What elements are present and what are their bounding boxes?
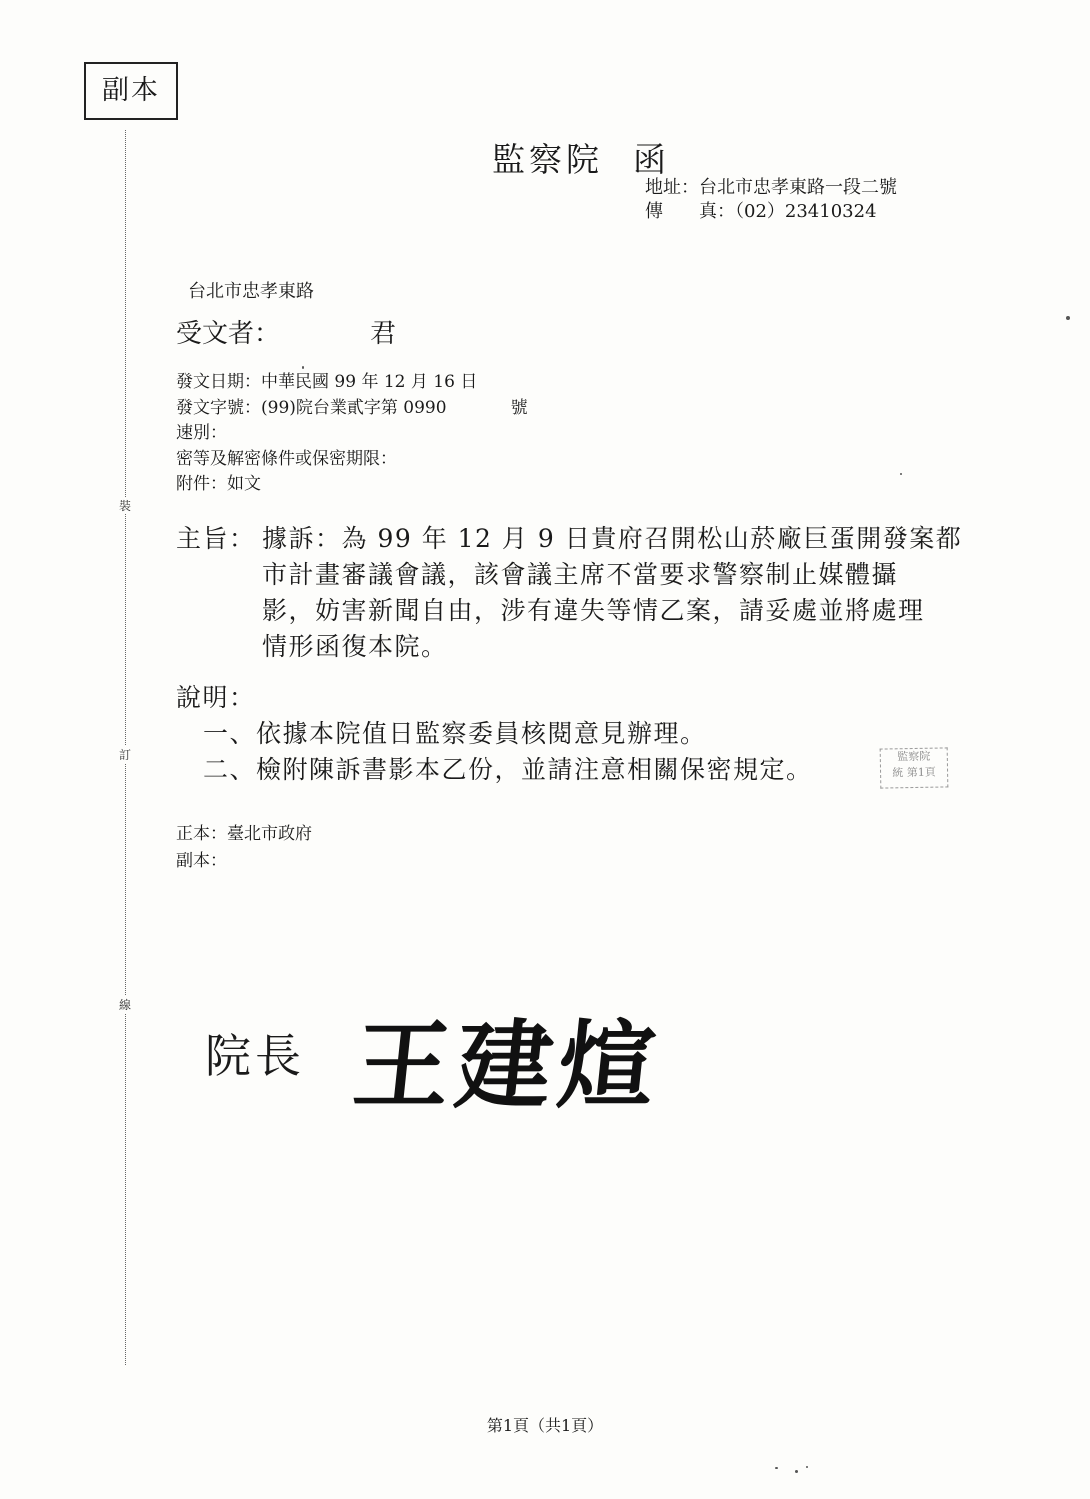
recipient-address: 台北市忠孝東路 xyxy=(188,281,314,302)
sender-fax-row xyxy=(645,200,897,224)
subject-line: 據訴：為 99 年 12 月 9 日貴府召開松山菸廠巨蛋開發案都 xyxy=(262,524,963,553)
fax-label: 傳 真： xyxy=(645,201,735,222)
explanation-section xyxy=(176,680,813,788)
document-title xyxy=(492,134,670,181)
doc-number: 發文字號：(99)院台業貳字第 0990 xyxy=(176,397,447,418)
explanation-item: 一、依據本院值日監察委員核閱意見辦理。 xyxy=(203,719,707,748)
scan-speck xyxy=(775,1467,778,1469)
document-type: 函 xyxy=(633,140,670,179)
attachment: 附件：如文 xyxy=(176,474,261,494)
recipient-line xyxy=(176,313,396,350)
doc-number-suffix: 號 xyxy=(510,397,528,418)
doc-number-row xyxy=(176,396,528,422)
agency-name: 監察院 xyxy=(492,140,603,179)
signatory-name: 王建煊 xyxy=(348,1010,667,1122)
scan-speck xyxy=(806,1466,808,1468)
scan-speck xyxy=(900,473,902,475)
sender-fax: （02）23410324 xyxy=(735,201,877,222)
scan-speck xyxy=(1066,316,1070,320)
binding-mark: 裝 xyxy=(116,497,134,514)
original-recipient: 正本：臺北市政府 xyxy=(176,824,312,844)
scan-speck xyxy=(795,1470,798,1473)
explanation-label: 說明： xyxy=(176,683,256,712)
stamp-line: 統 第1頁 xyxy=(892,765,936,780)
binding-mark: 線 xyxy=(116,996,134,1013)
subject-line: 影，妨害新聞自由，涉有違失等情乙案，請妥處並將處理 xyxy=(262,596,925,625)
copy-stamp: 副本 xyxy=(84,62,178,120)
issue-date: 發文日期：中華民國 99 年 12 月 16 日 xyxy=(176,372,478,392)
binding-mark: 訂 xyxy=(116,746,134,763)
urgency: 速別： xyxy=(176,423,227,443)
distribution-section xyxy=(176,821,312,875)
stamp-line: 監察院 xyxy=(897,749,931,764)
address-label: 地址： xyxy=(645,177,699,198)
document-meta xyxy=(176,370,528,498)
sender-address: 台北市忠孝東路一段二號 xyxy=(699,177,897,198)
small-stamp xyxy=(880,747,949,788)
page-number: 第1頁（共1頁） xyxy=(486,1416,604,1435)
explanation-item: 二、檢附陳訴書影本乙份，並請注意相關保密規定。 xyxy=(203,755,813,784)
recipient-label: 受文者： xyxy=(176,319,281,349)
subject-line: 情形函復本院。 xyxy=(262,632,448,661)
recipient-honorific: 君 xyxy=(370,319,397,349)
copy-recipient: 副本： xyxy=(176,851,227,871)
scan-speck xyxy=(302,366,304,369)
subject-label: 主旨： xyxy=(176,524,256,553)
signatory-title: 院長 xyxy=(205,1029,305,1083)
sender-contact xyxy=(645,176,897,224)
sender-address-row xyxy=(645,176,897,200)
subject-text xyxy=(262,521,1002,665)
subject-line: 市計畫審議會議，該會議主席不當要求警察制止媒體攝 xyxy=(262,560,899,589)
classification: 密等及解密條件或保密期限： xyxy=(176,448,397,469)
